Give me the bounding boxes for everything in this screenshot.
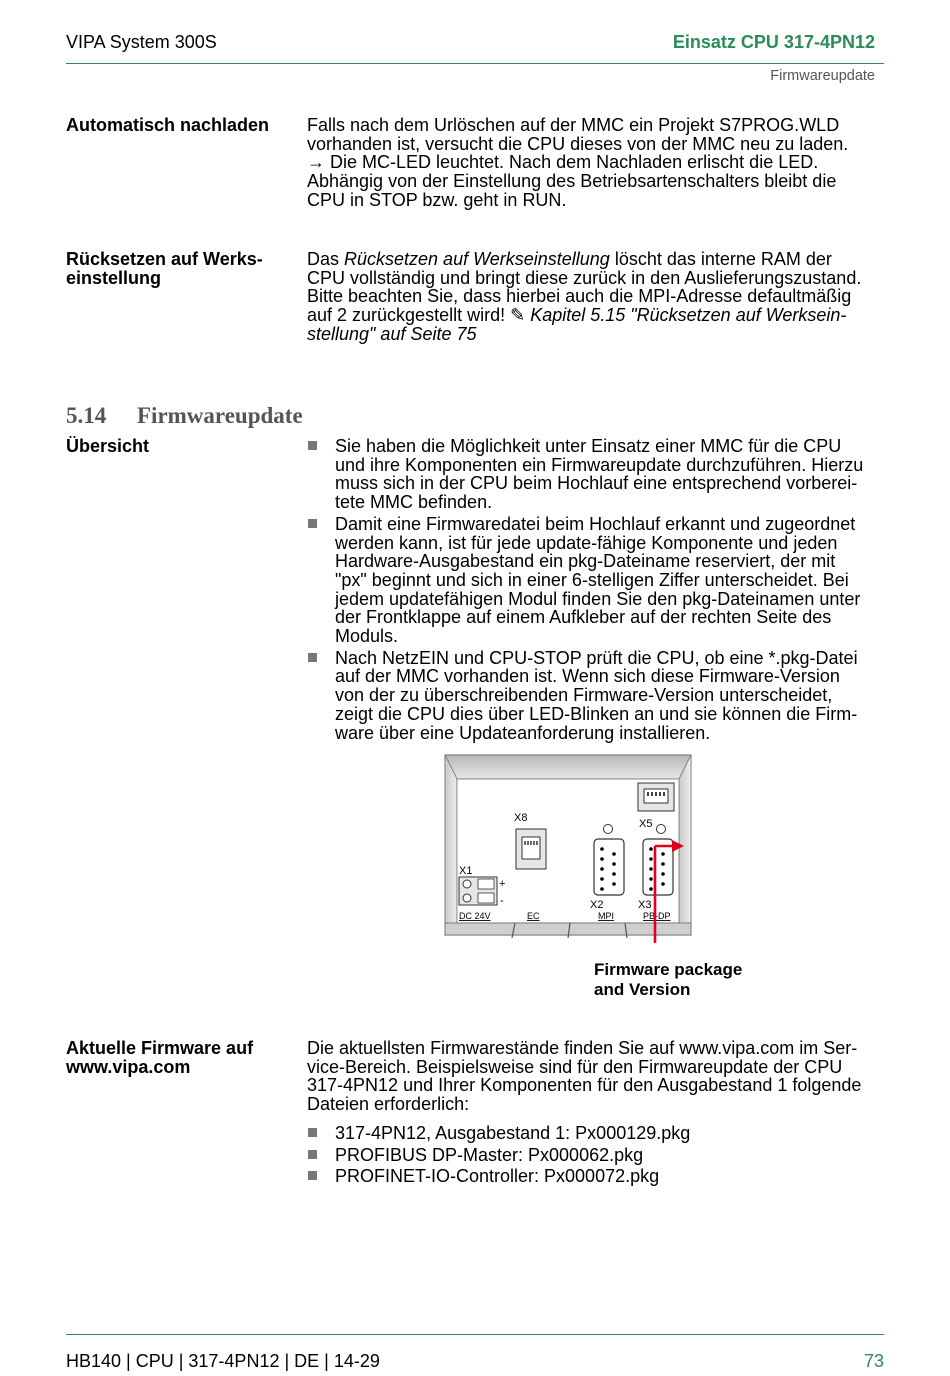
label-ec: EC (527, 911, 540, 921)
overview-text (307, 437, 897, 745)
terminal-slot (478, 879, 494, 889)
label-dc-24v: DC 24V (459, 911, 491, 921)
connector-pin (612, 872, 616, 876)
connector-pin (612, 862, 616, 866)
label-x5: X5 (639, 818, 653, 830)
housing-top-bevel (445, 755, 691, 779)
text-span: Die MC-LED leuchtet. Nach dem Nachladen erlischt die LED. (325, 152, 819, 173)
text-line: Dateien erforderlich: (307, 1094, 470, 1115)
x8-port-slot (522, 837, 540, 859)
bullet-item (307, 649, 897, 743)
led-indicator (604, 825, 613, 834)
section-number: 5.14 (66, 403, 107, 428)
text-line: CPU in STOP bzw. geht in RUN. (307, 189, 567, 210)
bullet-line: Sie haben die Möglichkeit unter Einsatz einer MMC für die CPU (335, 436, 842, 456)
bullet-line: auf der MMC vorhanden ist. Wenn sich diese Firmware-Version (335, 666, 840, 687)
connector-pin (612, 852, 616, 856)
text-line (307, 250, 897, 269)
text-line: Falls nach dem Urlöschen auf der MMC ein Projekt S7PROG.WLD (307, 115, 840, 135)
connector-pin (661, 862, 665, 866)
bullet-line: Moduls. (335, 626, 399, 647)
bullet-square-icon (308, 519, 317, 528)
text-line: vorhanden ist, versucht die CPU dieses von der MMC neu zu laden. (307, 133, 849, 154)
label-plus: + (499, 878, 506, 890)
section-title: Firmwareupdate (137, 403, 303, 428)
bullet-item (307, 1146, 897, 1165)
text-line: Die aktuellsten Firmwarestände finden Sie auf www.vipa.com im Ser- (307, 1038, 858, 1058)
text-line: CPU vollständig und bringt diese zurück in den Auslieferungszustand. (307, 267, 862, 288)
side-label-overview: Übersicht (66, 436, 150, 456)
bullet-square-icon (308, 1171, 317, 1180)
firmware-file-list (307, 1124, 897, 1186)
label-line: Aktuelle Firmware auf (66, 1038, 254, 1058)
bullet-line: Damit eine Firmwaredatei beim Hochlauf erkannt und zugeordnet (335, 513, 856, 534)
factory-reset-text (307, 250, 897, 344)
bullet-item (307, 515, 897, 646)
header-product: VIPA System 300S (66, 32, 217, 52)
bullet-line: Hardware-Ausgabestand ein pkg-Dateiname reserviert, der mit (335, 551, 836, 572)
connector-pin (661, 872, 665, 876)
bullet-line: und ihre Komponenten ein Firmwareupdate durchzuführen. Hierzu (335, 454, 864, 475)
connector-pin (600, 857, 604, 861)
terminal-slot (478, 893, 494, 903)
header-chapter: Einsatz CPU 317-4PN12 (672, 32, 875, 52)
bullet-line: zeigt die CPU dies über LED-Blinken an und sie können die Firm- (335, 703, 858, 724)
caption-line: Firmware package (594, 960, 743, 979)
bullet-text: 317-4PN12, Ausgabestand 1: Px000129.pkg (335, 1122, 691, 1143)
label-line: Rücksetzen auf Werks- (66, 249, 263, 269)
caption-line: and Version (594, 980, 691, 999)
text-span: auf 2 zurückgestellt wird! (307, 305, 511, 326)
figure-caption (594, 960, 742, 1000)
cross-reference-link-continued[interactable]: stellung" auf Seite 75 (307, 323, 477, 344)
connector-pin (649, 857, 653, 861)
connector-pin (600, 877, 604, 881)
text-span: löscht das interne RAM der (609, 249, 832, 269)
bullet-text: PROFIBUS DP-Master: Px000062.pkg (335, 1144, 644, 1165)
section-heading (66, 403, 303, 429)
text-line: Bitte beachten Sie, dass hierbei auch die MPI-Adresse defaultmäßig (307, 286, 852, 307)
italic-term: Rücksetzen auf Werkseinstellung (344, 249, 610, 269)
current-firmware-text (307, 1039, 897, 1189)
x3-pbdp-connector (643, 839, 673, 895)
text-line: Abhängig von der Einstellung des Betriebsartenschalters bleibt die (307, 171, 837, 192)
auto-reload-text (307, 116, 897, 210)
label-x3: X3 (638, 899, 652, 911)
connector-pin (661, 852, 665, 856)
label-pb-dp: PB-DP (643, 911, 671, 921)
label-minus: - (500, 895, 504, 907)
text-span: Das (307, 249, 345, 269)
bullet-item (307, 1167, 897, 1186)
connector-pin (661, 882, 665, 886)
bullet-text: PROFINET-IO-Controller: Px000072.pkg (335, 1166, 660, 1187)
bullet-square-icon (308, 441, 317, 450)
terminal-screw (463, 880, 471, 888)
label-line: www.vipa.com (66, 1057, 191, 1077)
bullet-line: "px" beginnt und sich in einer 6-stelligen Ziffer unterscheidet. Bei (335, 569, 849, 590)
bullet-line: Nach NetzEIN und CPU-STOP prüft die CPU, ob eine *.pkg-Datei (335, 647, 858, 668)
label-x1: X1 (459, 865, 473, 877)
label-mpi: MPI (598, 911, 615, 921)
connector-pin (600, 887, 604, 891)
connector-pin (600, 867, 604, 871)
connector-pin (649, 847, 653, 851)
side-label-current-firmware (66, 1039, 291, 1077)
header-rule (66, 63, 884, 64)
bullet-square-icon (308, 1128, 317, 1137)
reference-icon: ✎ (510, 305, 526, 326)
side-label-auto-reload: Automatisch nachladen (66, 115, 270, 135)
bullet-line: von der zu überschreibenden Firmware-Version unterscheidet, (335, 685, 833, 706)
connector-pin (600, 847, 604, 851)
connector-pin (649, 877, 653, 881)
text-line: 317-4PN12 und Ihrer Komponenten für den Ausgabestand 1 folgende (307, 1075, 862, 1096)
header-section: Firmwareupdate (770, 68, 875, 84)
bullet-line: tete MMC befinden. (335, 492, 493, 513)
bullet-item (307, 1124, 897, 1143)
label-x8: X8 (514, 812, 528, 824)
bullet-line: werden kann, ist für jede update-fähige Komponente und jeden (335, 532, 838, 553)
side-label-factory-reset (66, 250, 291, 288)
label-line: einstellung (66, 268, 162, 288)
connector-pin (649, 887, 653, 891)
bullet-item (307, 437, 897, 512)
cpu-front-panel-figure (440, 753, 695, 943)
bullet-line: muss sich in der CPU beim Hochlauf eine entsprechend vorberei- (335, 473, 858, 494)
footer-rule (66, 1334, 884, 1335)
connector-pin (612, 882, 616, 886)
bullet-line: ware über eine Updateanforderung installieren. (335, 722, 711, 743)
housing-left-bevel (445, 755, 457, 935)
footer-document-id: HB140 | CPU | 317-4PN12 | DE | 14-29 (66, 1351, 380, 1371)
x2-mpi-connector (594, 839, 624, 895)
overview-bullet-list (307, 437, 897, 742)
bullet-line: jedem updatefähigen Modul finden Sie den pkg-Dateinamen unter (335, 588, 861, 609)
link-text: Kapitel 5.15 "Rücksetzen auf Werksein- (525, 305, 847, 326)
arrow-right-icon: → (307, 152, 325, 173)
label-x2: X2 (590, 899, 604, 911)
connector-pin (649, 867, 653, 871)
terminal-screw (463, 894, 471, 902)
text-line (307, 306, 897, 325)
bullet-square-icon (308, 1150, 317, 1159)
bullet-square-icon (308, 653, 317, 662)
cross-reference-link[interactable] (510, 305, 846, 325)
led-indicator (657, 825, 666, 834)
bullet-line: der Frontklappe auf einem Aufkleber auf der rechten Seite des (335, 607, 832, 628)
page-number: 73 (863, 1351, 884, 1371)
text-line (307, 153, 897, 172)
text-line: vice-Bereich. Beispielsweise sind für den Firmwareupdate der CPU (307, 1056, 843, 1077)
